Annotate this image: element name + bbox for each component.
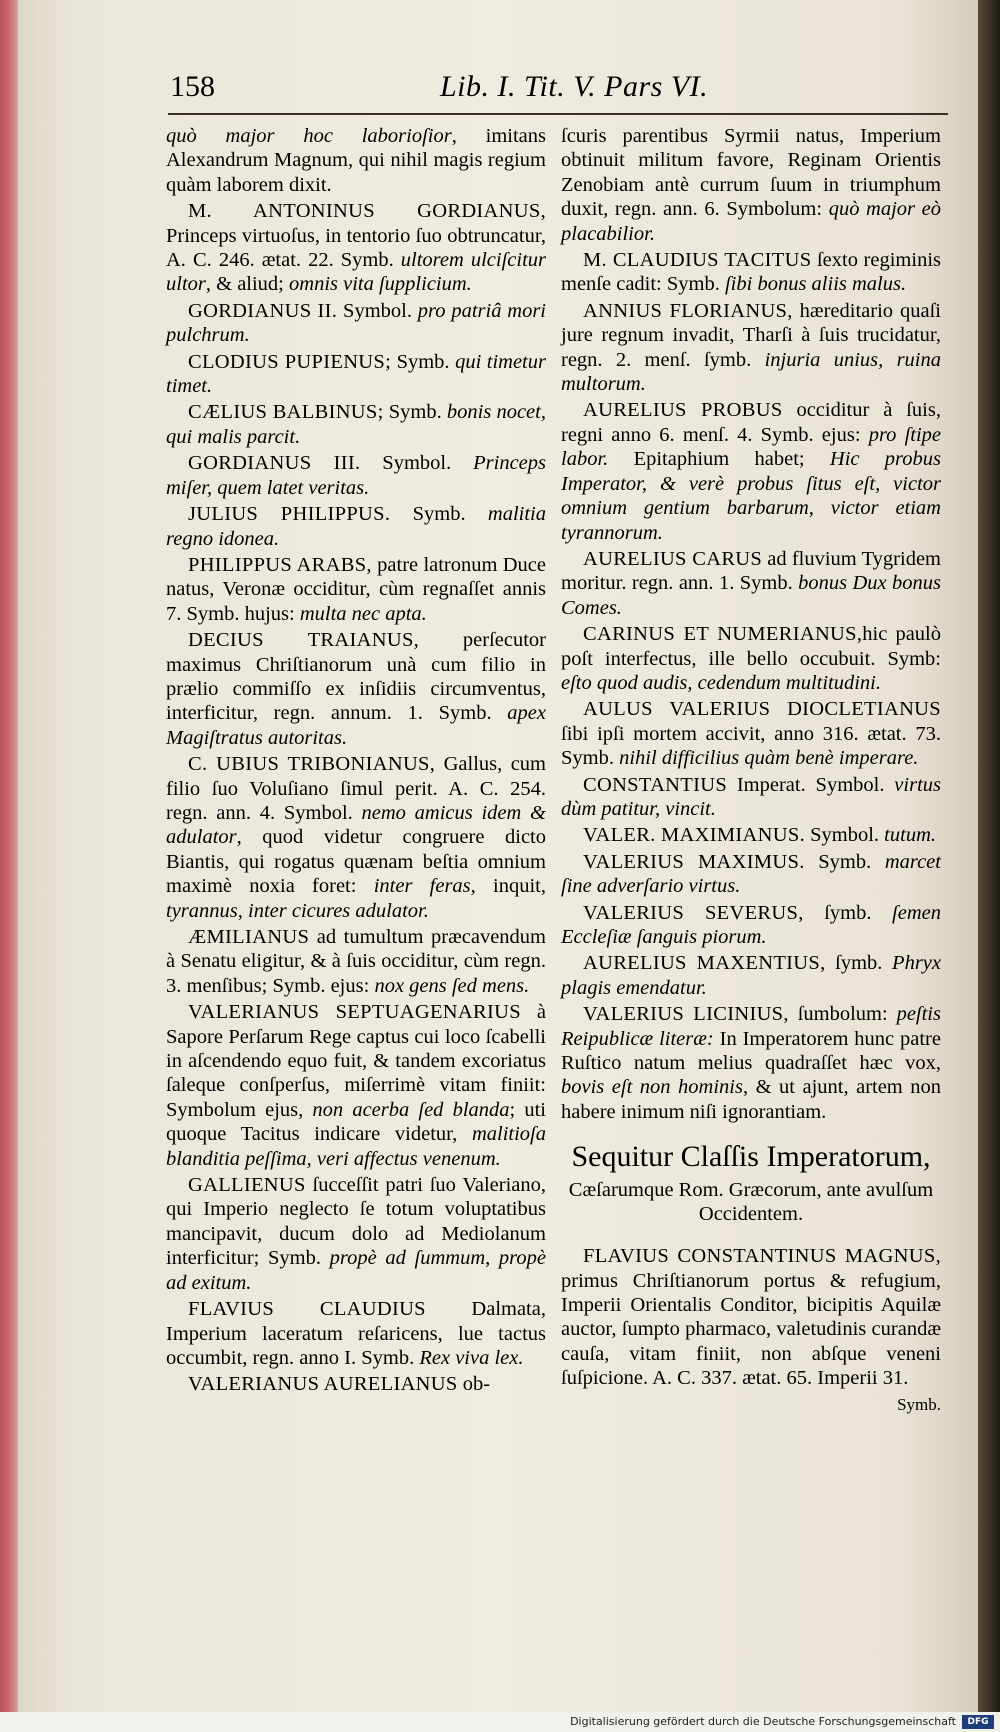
entry	[561, 622, 941, 695]
header-rule	[168, 113, 948, 115]
entry-text: , & ut ajunt, artem non habere inimum niſi ignorantiam.	[561, 1076, 942, 1123]
entry-name: VALERIUS SEVERUS,	[583, 901, 804, 924]
entry	[561, 1002, 941, 1124]
entry-symbol: virtus dùm patitur, vincit.	[561, 773, 941, 820]
entry-text: Symbol.	[360, 452, 474, 475]
entry-symbol: nox gens ſed mens.	[374, 974, 530, 997]
entry-symbol: apex Magiſtratus autoritas.	[166, 702, 546, 749]
page-number: 158	[170, 70, 215, 103]
section-title: Sequitur Claſſis Imperatorum,	[571, 1140, 931, 1174]
entry	[166, 502, 546, 551]
entry-text: ſcuris parentibus Syrmii natus, Imperium obtinuit militum favore, Reginam Orientis Zenobiam antè currum ſuum in triumphum duxit, regn. ann. 6. Symbolum:	[561, 125, 941, 221]
entry	[561, 823, 941, 847]
entry-name: VALERIUS LICINIUS,	[583, 1003, 789, 1026]
entry-text: ſumbolum:	[788, 1003, 897, 1026]
entry	[166, 1173, 546, 1295]
footer-bar	[0, 1712, 1000, 1732]
entry-name: AURELIUS MAXENTIUS,	[583, 952, 826, 975]
entry-symbol: ultorem ulciſcitur ultor	[166, 249, 546, 296]
entry-text: ſexto regiminis menſe cadit: Symb.	[561, 249, 941, 296]
entry	[166, 1372, 546, 1396]
entry-name: ANNIUS FLORIANUS,	[583, 299, 793, 322]
entry-text: Epitaphium habet;	[608, 448, 830, 471]
left-column	[166, 124, 546, 1399]
entry-text: Symb.	[804, 850, 885, 873]
entry-symbol: tutum.	[884, 824, 936, 847]
entry-symbol: peſtis Reipublicæ literæ:	[561, 1003, 941, 1050]
entry	[166, 199, 546, 297]
footer-credit: Digitalisierung gefördert durch die Deutsche Forschungsgemeinschaft	[570, 1715, 956, 1728]
entry-symbol: qui timetur timet.	[166, 350, 546, 398]
entry	[561, 299, 941, 397]
entry-text: ſucceſſit patri ſuo Valeriano, qui Imperio neglecto ſe totum voluptatibus mancipavit, ducum dolo ad Mediolanum interficitur; Symb.	[166, 1174, 546, 1270]
book-edge-right	[978, 0, 1000, 1732]
entry-symbol: omnis vita ſupplicium.	[289, 273, 472, 296]
entry	[561, 773, 941, 822]
entry	[166, 628, 546, 750]
entry-symbol: Phryx plagis emendatur.	[561, 952, 941, 999]
entry-symbol: Princeps miſer, quem latet veritas.	[166, 452, 546, 499]
running-title: Lib. I. Tit. V. Pars VI.	[440, 70, 709, 103]
entry	[561, 398, 941, 544]
entry-symbol: bovis eſt non hominis	[561, 1076, 743, 1099]
book-edge-left	[0, 0, 18, 1732]
entry	[166, 299, 546, 348]
entry-text: ſibi ipſi mortem accivit, anno 316. ætat. 73. Symb.	[561, 722, 941, 770]
entry-text: Symb.	[391, 350, 456, 373]
entry-text: ; uti quoque Tacitus indicare videtur,	[166, 1098, 546, 1146]
entry	[561, 951, 941, 1000]
entry	[561, 697, 941, 770]
entry-name: PHILIPPUS ARABS,	[188, 553, 372, 576]
entry-symbol: pro ſtipe labor.	[561, 423, 942, 471]
entry-text: Imperat. Symbol.	[727, 773, 895, 796]
entry-symbol: multa nec apta.	[299, 602, 427, 625]
entry-name: JULIUS PHILIPPUS.	[188, 503, 391, 526]
entry-name: CARINUS ET NUMERIANUS,	[583, 623, 863, 646]
entry	[166, 451, 546, 500]
section-subtitle: Cæſarumque Rom. Græcorum, ante avulſum Occidentem.	[568, 1179, 934, 1226]
entry-symbol: Hic probus Imperator, & verè probus ſitus eſt, victor omnium gentium barbarum, victor etiam tyrannorum.	[561, 448, 941, 544]
entry-name: FLAVIUS CONSTANTINUS MAGNUS,	[583, 1245, 941, 1268]
entry-symbol: nihil difficilius quàm benè imperare.	[619, 747, 919, 770]
entry	[561, 124, 941, 246]
entry-text: Symb.	[390, 503, 488, 526]
entry-symbol: ſibi bonus aliis malus.	[724, 273, 907, 296]
entry-text: perſecutor maximus Chriſtianorum unà cum filio in prælio commiſſo ex inſidiis circumventus, interficitur, regn. annum. 1. Symb.	[166, 629, 547, 725]
entry-name: VALERIANUS AURELIANUS	[188, 1373, 458, 1396]
entry-text: ſymb.	[825, 952, 893, 975]
entry-symbol: marcet ſine adverſario virtus.	[561, 850, 941, 898]
entry	[561, 248, 941, 297]
entry	[166, 1297, 546, 1370]
entry-text: ob-	[457, 1373, 491, 1396]
entry-text: occiditur à ſuis, regni anno 6. menſ. 4. Symb. ejus:	[561, 399, 941, 446]
entry-symbol: Rex viva lex.	[419, 1346, 524, 1369]
entry-name: CLODIUS PUPIENUS;	[188, 350, 392, 373]
entry-constantinus	[561, 1244, 941, 1390]
entry-name: FLAVIUS CLAUDIUS	[188, 1298, 426, 1321]
entry-name: VALER. MAXIMIANUS.	[583, 824, 805, 847]
entry-symbol: non acerba ſed blanda	[312, 1098, 510, 1121]
entry-text: , imitans Alexandrum Magnum, qui nihil magis regium quàm laborem dixit.	[166, 125, 546, 196]
entry	[561, 547, 941, 620]
entry-text: patre latronum Duce natus, Veronæ occiditur, cùm regnaſſet annis 7. Symb. hujus:	[166, 553, 547, 625]
entry	[166, 553, 546, 626]
entry-name: DECIUS TRAIANUS,	[188, 629, 420, 652]
entry-text: Symb.	[383, 401, 447, 424]
entry-symbol: eſto quod audis, cedendum multitudini.	[561, 671, 881, 694]
entry-name: VALERIANUS SEPTUAGENARIUS	[188, 1001, 521, 1024]
entry-text: , quod videtur congruere dicto Biantis, qui rogatus quænam beſtia omnium maximè noxia foret:	[166, 826, 546, 898]
entry	[166, 752, 546, 923]
entry-text: Symbol.	[805, 824, 885, 847]
entry-name: GALLIENUS	[188, 1174, 306, 1197]
entry-text: Symbol.	[337, 299, 418, 322]
entry-text: ſymb.	[803, 901, 893, 924]
entry-name: AURELIUS PROBUS	[583, 399, 783, 422]
entry-name: M. CLAUDIUS TACITUS	[583, 249, 812, 272]
entry-symbol: nemo amicus idem & adulator	[166, 801, 546, 849]
entry-text: Dalmata, Imperium laceratum reſaricens, lue tactus occumbit, regn. anno I. Symb.	[166, 1298, 546, 1369]
entry-symbol: malitia regno idonea.	[166, 503, 546, 550]
entry	[166, 925, 546, 998]
entry	[166, 1000, 546, 1171]
entry-text: Princeps virtuoſus, in tentorio ſuo obtruncatur, A. C. 246. ætat. 22. Symb.	[166, 224, 546, 272]
entry-name: ÆMILIANUS	[188, 926, 310, 948]
entry-symbol: ſemen Eccleſiæ ſanguis piorum.	[561, 901, 941, 948]
entry-symbol: propè ad ſummum, propè ad exitum.	[166, 1247, 547, 1294]
entry-symbol: quò major eò placabilior.	[561, 198, 941, 245]
entry-text: ad fluvium Tygridem moritur. regn. ann. 1. Symb.	[561, 547, 941, 595]
entry-symbol: bonus Dux bonus Comes.	[561, 572, 941, 619]
entry-text: Gallus, cum filio ſuo Voluſiano ſimul perit. A. C. 254. regn. ann. 4. Symbol.	[166, 753, 546, 824]
entry-name: GORDIANUS II.	[188, 299, 338, 322]
entry	[166, 400, 546, 449]
entry-text: , inquit,	[470, 875, 546, 898]
page-header	[170, 70, 950, 112]
entry-text: , & aliud;	[205, 273, 290, 296]
catchword: Symb.	[897, 1394, 941, 1414]
entry	[166, 350, 546, 399]
entry-symbol: bonis nocet, qui malis parcit.	[166, 401, 546, 448]
entry-name: CONSTANTIUS	[583, 773, 728, 796]
entry-symbol: pro patriâ mori pulchrum.	[166, 299, 546, 347]
entry-symbol: inter feras	[373, 875, 471, 898]
entry-text: hic paulò poſt interfectus, ille bello occubuit. Symb:	[561, 623, 942, 670]
dfg-logo-icon: DFG	[962, 1715, 994, 1729]
entry-name: AURELIUS CARUS	[583, 547, 763, 570]
entry	[166, 124, 546, 197]
entry-name: VALERIUS MAXIMUS.	[583, 850, 805, 873]
entry	[561, 850, 941, 899]
entry-name: AULUS VALERIUS DIOCLETIANUS	[583, 698, 941, 721]
entry-text: à Sapore Perſarum Rege captus cui loco ſcabelli in aſcendendo equo fuit, & tandem excoriatus ſaleque conſperſus, miſerrimè vitam finiit: Symbolum ejus,	[166, 1001, 546, 1121]
entry-symbol: injuria unius, ruina multorum.	[561, 348, 941, 396]
entry-name: C. UBIUS TRIBONIANUS,	[188, 753, 436, 776]
entry	[561, 901, 941, 950]
entry-name: CÆLIUS BALBINUS;	[188, 401, 384, 424]
entry-name: GORDIANUS III.	[188, 452, 361, 475]
entry-text: ad tumultum præcavendum à Senatu eligitur, & à ſuis occiditur, cùm regn. 3. menſibus; Symb. ejus:	[166, 926, 546, 997]
right-column	[561, 124, 941, 1417]
entry-text: In Imperatorem hunc patre Ruſtico natum melius quadraſſet hæc vox,	[561, 1027, 941, 1075]
entry-symbol: tyrannus, inter cicures adulator.	[166, 899, 429, 922]
entry-symbol: quò major hoc laborioſior	[166, 125, 452, 147]
entry-symbol: malitioſa blanditia peſſima, veri affectus venenum.	[166, 1123, 546, 1170]
entry-text: hæreditario quaſi jure regnum invadit, Tharſi à ſuis trucidatur, regn. 2. menſ. ſymb.	[561, 299, 941, 371]
entry-name: M. ANTONINUS GORDIANUS,	[188, 200, 546, 223]
entry-text: primus Chriſtianorum portus & refugium, Imperii Orientalis Conditor, bicipitis Aquilæ auctor, ſumpto pharmaco, valetudinis curandæ cauſa, vitam finiit, non abſque veneni ſuſpicione. A. C. 337. ætat. 65. Imperii 31.	[561, 1269, 941, 1390]
right-entries	[561, 124, 941, 1124]
